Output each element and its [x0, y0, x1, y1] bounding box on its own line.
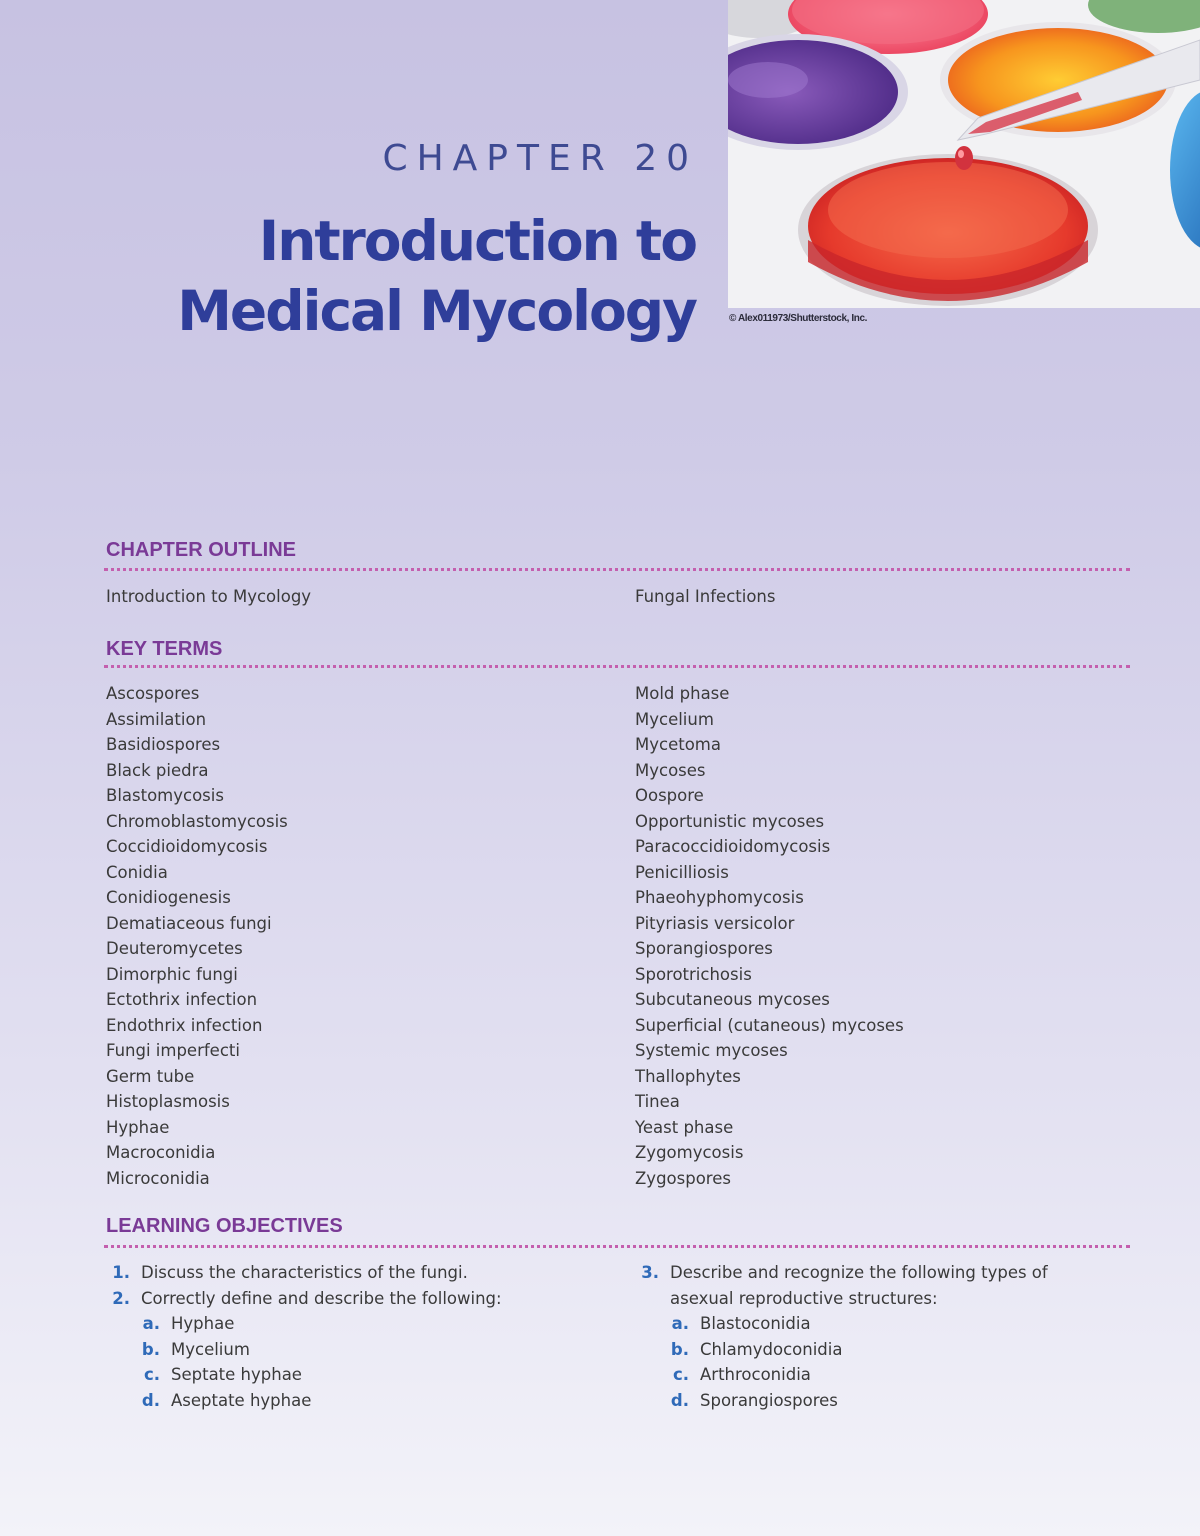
sub-objective-letter: b.: [141, 1339, 160, 1359]
key-term: Ascospores: [106, 684, 200, 703]
key-term: Zygospores: [635, 1168, 731, 1188]
chapter-title-line-1: Introduction to: [258, 209, 696, 273]
sub-objective-text: Mycelium: [171, 1339, 250, 1359]
key-term: Pityriasis versicolor: [635, 913, 795, 933]
outline-item-introduction: Introduction to Mycology: [106, 587, 312, 606]
key-term: Paracoccidioidomycosis: [635, 837, 831, 856]
sub-objective-text: Aseptate hyphae: [171, 1390, 312, 1410]
key-term: Macroconidia: [106, 1143, 216, 1162]
sub-objective-letter: c.: [672, 1365, 689, 1384]
key-terms-heading: KEY TERMS: [106, 638, 223, 660]
key-term: Chromoblastomycosis: [106, 811, 288, 831]
sub-objective-text: Sporangiospores: [700, 1390, 838, 1410]
key-term: Tinea: [635, 1092, 680, 1111]
key-terms-right-column: [635, 681, 904, 1191]
chapter-title-line-2: Medical Mycology: [177, 279, 696, 343]
learning-objectives-divider: [104, 1245, 1130, 1248]
key-term: Coccidioidomycosis: [106, 837, 268, 856]
key-term: Dimorphic fungi: [106, 964, 238, 984]
outline-item-fungal-infections: Fungal Infections: [635, 587, 776, 606]
key-term: Superficial (cutaneous) mycoses: [635, 1015, 904, 1035]
sub-objective-letter: d.: [141, 1390, 160, 1410]
key-term: Systemic mycoses: [635, 1041, 788, 1060]
hero-photo: [728, 0, 1200, 308]
key-term: Subcutaneous mycoses: [635, 990, 830, 1009]
key-term: Mycoses: [635, 760, 706, 780]
key-term: Mycelium: [635, 709, 714, 729]
sub-objective-letter: a.: [142, 1314, 160, 1333]
key-term: Germ tube: [106, 1066, 195, 1086]
key-term: Opportunistic mycoses: [635, 811, 825, 831]
objective-number: 2.: [112, 1288, 130, 1308]
key-term: Hyphae: [106, 1117, 170, 1137]
sub-objective-text: Septate hyphae: [171, 1365, 302, 1384]
key-term: Phaeohyphomycosis: [635, 888, 804, 907]
sub-objective-text: Arthroconidia: [700, 1365, 811, 1384]
chapter-title: [136, 206, 696, 346]
sub-objective-text: Chlamydoconidia: [700, 1339, 843, 1359]
key-term: Endothrix infection: [106, 1015, 263, 1035]
key-term: Sporangiospores: [635, 939, 773, 958]
sub-objective-letter: d.: [670, 1390, 689, 1410]
key-term: Sporotrichosis: [635, 964, 752, 984]
chapter-outline-heading: CHAPTER OUTLINE: [106, 539, 296, 561]
photo-credit: © Alex011973/Shutterstock, Inc.: [729, 313, 868, 324]
key-term: Fungi imperfecti: [106, 1041, 240, 1060]
key-term: Oospore: [635, 786, 704, 805]
objective-number: 3.: [641, 1263, 659, 1282]
key-term: Conidia: [106, 862, 168, 882]
objective-text: Correctly define and describe the following:: [141, 1288, 502, 1308]
key-term: Mold phase: [635, 684, 730, 703]
key-term: Blastomycosis: [106, 786, 224, 805]
key-terms-divider: [104, 665, 1130, 668]
key-term: Microconidia: [106, 1168, 210, 1188]
key-term: Thallophytes: [635, 1066, 741, 1086]
key-term: Basidiospores: [106, 735, 221, 754]
sub-objective-letter: c.: [143, 1365, 160, 1384]
learning-objectives-heading: LEARNING OBJECTIVES: [106, 1215, 343, 1237]
objective-text: Discuss the characteristics of the fungi.: [141, 1263, 468, 1282]
key-term: Mycetoma: [635, 735, 721, 754]
chapter-outline-divider: [104, 568, 1130, 571]
key-term: Penicilliosis: [635, 862, 729, 882]
key-term: Zygomycosis: [635, 1143, 744, 1162]
key-term: Deuteromycetes: [106, 939, 243, 958]
key-terms-left-column: [106, 681, 288, 1191]
objective-text: asexual reproductive structures:: [670, 1288, 938, 1308]
objective-number: 1.: [112, 1263, 130, 1282]
petri-dish-photo-icon: [728, 0, 1200, 308]
key-term: Dematiaceous fungi: [106, 913, 272, 933]
key-term: Yeast phase: [635, 1117, 734, 1137]
chapter-label: CHAPTER 20: [382, 138, 698, 179]
key-term: Ectothrix infection: [106, 990, 258, 1009]
key-term: Histoplasmosis: [106, 1092, 230, 1111]
key-term: Conidiogenesis: [106, 888, 231, 907]
sub-objective-letter: b.: [670, 1339, 689, 1359]
objective-text: Describe and recognize the following types of: [670, 1263, 1048, 1282]
sub-objective-text: Blastoconidia: [700, 1314, 811, 1333]
key-term: Assimilation: [106, 709, 207, 729]
key-term: Black piedra: [106, 760, 209, 780]
sub-objective-text: Hyphae: [171, 1314, 235, 1333]
sub-objective-letter: a.: [671, 1314, 689, 1333]
